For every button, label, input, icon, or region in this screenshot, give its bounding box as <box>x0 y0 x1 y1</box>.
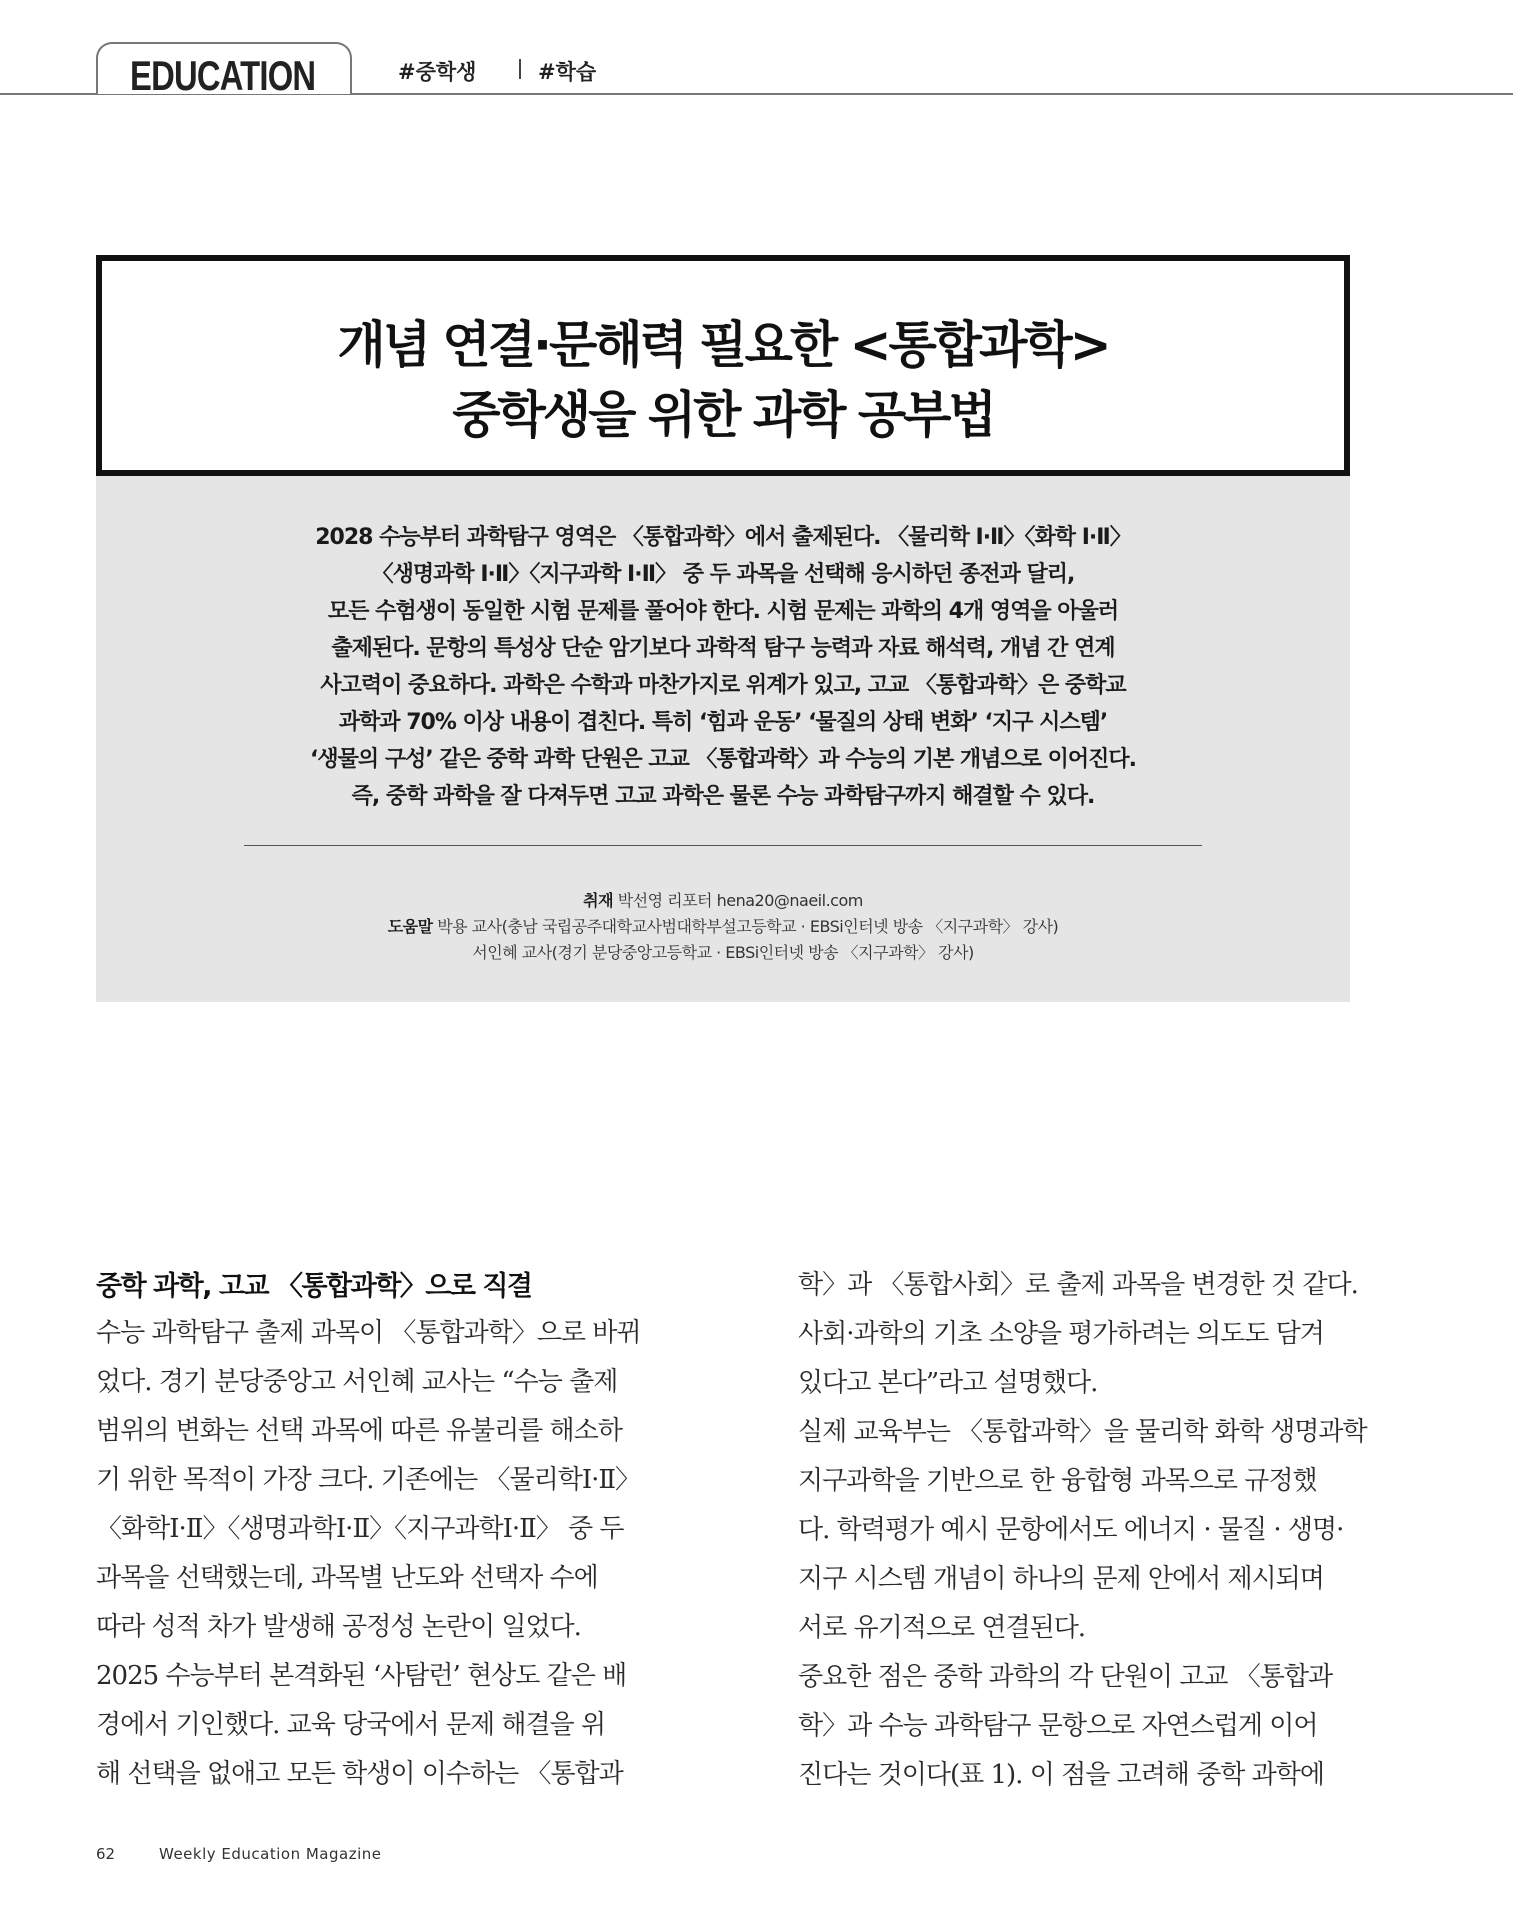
summary-line: 출제된다. 문항의 특성상 단순 암기보다 과학적 탐구 능력과 자료 해석력, 개념 간 연계 <box>331 636 1115 661</box>
body-left-line: 경에서 기인했다. 교육 당국에서 문제 해결을 위 <box>96 1710 606 1740</box>
credit-reporter-label: 취재 <box>583 891 614 910</box>
body-left-line: 었다. 경기 분당중앙고 서인혜 교사는 “수능 출제 <box>96 1367 618 1397</box>
credit-reporter-text: 박선영 리포터 hena20@naeil.com <box>617 891 863 910</box>
summary-divider <box>244 845 1202 846</box>
credit-helper-1-text: 박용 교사(충남 국립공주대학교사범대학부설고등학교 · EBSi인터넷 방송 〈지구과학〉 강사) <box>437 917 1059 936</box>
section-subheading: 중학 과학, 고교 〈통합과학〉으로 직결 <box>96 1271 532 1302</box>
credit-helper-2-text: 서인혜 교사(경기 분당중앙고등학교 · EBSi인터넷 방송 〈지구과학〉 강사) <box>472 943 974 962</box>
summary-line: 사고력이 중요하다. 과학은 수학과 마찬가지로 위계가 있고, 고교 〈통합과학〉은 중학교 <box>320 673 1126 698</box>
article-title-line-1: 개념 연결·문해력 필요한 <통합과학> <box>337 316 1109 374</box>
credit-reporter <box>96 888 1350 911</box>
title-box <box>96 255 1350 476</box>
body-right-line: 있다고 본다”라고 설명했다. <box>798 1368 1098 1398</box>
body-left-line: 범위의 변화는 선택 과목에 따른 유불리를 해소하 <box>96 1416 622 1446</box>
body-right-line: 학〉과 수능 과학탐구 문항으로 자연스럽게 이어 <box>798 1711 1318 1741</box>
article-title-line-2: 중학생을 위한 과학 공부법 <box>452 386 994 444</box>
body-left-line: 2025 수능부터 본격화된 ‘사탐런’ 현상도 같은 배 <box>96 1661 627 1691</box>
body-left-line: 기 위한 목적이 가장 크다. 기존에는 〈물리학Ⅰ·Ⅱ〉 <box>96 1465 641 1495</box>
summary-line: 2028 수능부터 과학탐구 영역은 〈통합과학〉에서 출제된다. 〈물리학 Ⅰ·Ⅱ〉〈화학 Ⅰ·Ⅱ〉 <box>315 525 1131 550</box>
body-right-line: 지구과학을 기반으로 한 융합형 과목으로 규정했 <box>798 1466 1317 1496</box>
body-right-line: 중요한 점은 중학 과학의 각 단원이 고교 〈통합과 <box>798 1662 1333 1692</box>
body-left-line: 해 선택을 없애고 모든 학생이 이수하는 〈통합과 <box>96 1759 623 1789</box>
summary-line: ‘생물의 구성’ 같은 중학 과학 단원은 고교 〈통합과학〉과 수능의 기본 개념으로 이어진다. <box>310 747 1136 772</box>
tag-middle-school[interactable]: #중학생 <box>398 60 477 84</box>
body-right-line: 다. 학력평가 예시 문항에서도 에너지 · 물질 · 생명· <box>798 1515 1344 1545</box>
magazine-name: Weekly Education Magazine <box>159 1845 382 1863</box>
body-right-line: 실제 교육부는 〈통합과학〉을 물리학 화학 생명과학 <box>798 1417 1367 1447</box>
body-right-line: 진다는 것이다(표 1). 이 점을 고려해 중학 과학에 <box>798 1760 1325 1790</box>
page-number: 62 <box>96 1845 116 1863</box>
body-left-line: 과목을 선택했는데, 과목별 난도와 선택자 수에 <box>96 1563 598 1593</box>
summary-box <box>96 476 1350 1002</box>
body-right-line: 지구 시스템 개념이 하나의 문제 안에서 제시되며 <box>798 1564 1324 1594</box>
body-left-line: 〈화학Ⅰ·Ⅱ〉〈생명과학Ⅰ·Ⅱ〉〈지구과학Ⅰ·Ⅱ〉 중 두 <box>96 1514 624 1544</box>
body-left-line: 수능 과학탐구 출제 과목이 〈통합과학〉으로 바뀌 <box>96 1318 641 1348</box>
credit-helper-label: 도움말 <box>387 917 433 936</box>
body-right-line: 서로 유기적으로 연결된다. <box>798 1613 1086 1643</box>
credit-helper-1 <box>96 914 1350 937</box>
body-left-line: 따라 성적 차가 발생해 공정성 논란이 일었다. <box>96 1612 581 1642</box>
body-right-line: 사회·과학의 기초 소양을 평가하려는 의도도 담겨 <box>798 1319 1324 1349</box>
summary-line: 〈생명과학 Ⅰ·Ⅱ〉〈지구과학 Ⅰ·Ⅱ〉 중 두 과목을 선택해 응시하던 종전과 달리, <box>371 562 1075 587</box>
summary-line: 모든 수험생이 동일한 시험 문제를 풀어야 한다. 시험 문제는 과학의 4개 영역을 아울러 <box>327 599 1119 624</box>
tag-divider <box>519 59 521 79</box>
tag-study[interactable]: #학습 <box>538 60 597 84</box>
summary-line: 과학과 70% 이상 내용이 겹친다. 특히 ‘힘과 운동’ ‘물질의 상태 변화’ ‘지구 시스템’ <box>338 710 1108 735</box>
credit-helper-2 <box>96 940 1350 963</box>
summary-line: 즉, 중학 과학을 잘 다져두면 고교 과학은 물론 수능 과학탐구까지 해결할 수 있다. <box>351 784 1095 809</box>
body-right-line: 학〉과 〈통합사회〉로 출제 과목을 변경한 것 같다. <box>798 1270 1358 1300</box>
section-label: EDUCATION <box>130 52 316 99</box>
